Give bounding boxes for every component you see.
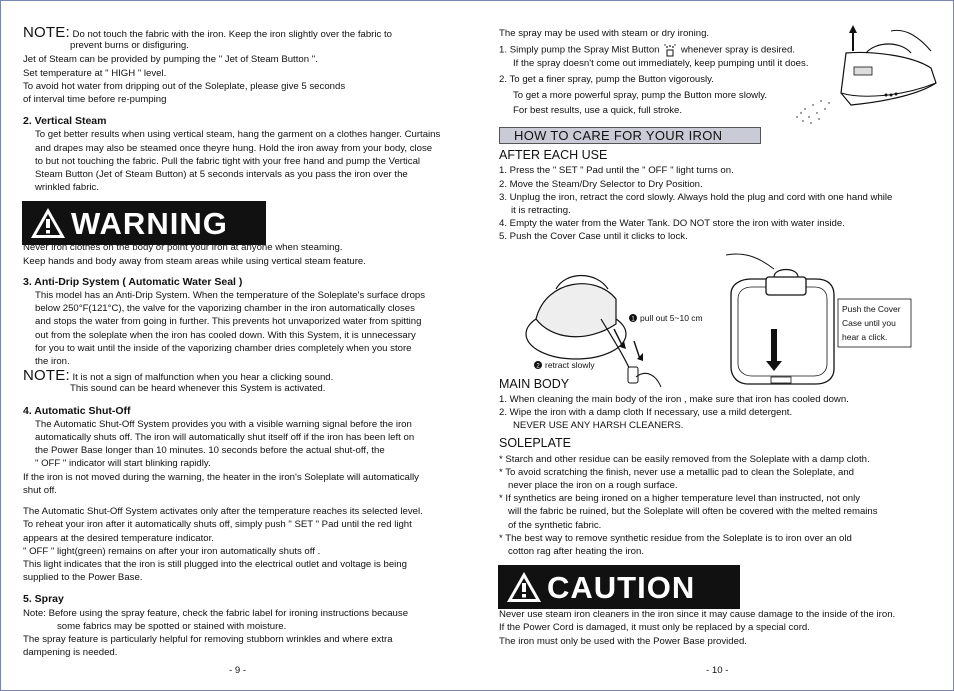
anti-drip-section — [23, 276, 463, 368]
caution-label: CAUTION — [547, 569, 696, 605]
care-figure — [516, 249, 916, 389]
note-text-line: prevent burns or disfiguring. — [70, 40, 189, 52]
text-line: never place the iron on a rough surface. — [508, 480, 678, 492]
section-heading: 4. Automatic Shut-Off — [23, 404, 131, 417]
text-line: of the synthetic fabric. — [508, 519, 602, 531]
note-text-line: Do not touch the fabric with the iron. Keep the iron slightly over the fabric to — [72, 29, 392, 40]
left-page — [23, 1, 463, 659]
step-number: 2. — [499, 74, 508, 86]
section-heading: MAIN BODY — [499, 376, 570, 391]
page-number: - 10 - — [706, 665, 729, 676]
section-heading: 2. Vertical Steam — [23, 115, 107, 128]
text-line: Note: Before using the spray feature, check the fabric label for ironing instructions because — [23, 607, 409, 619]
pull-out-label: pull out 5~10 cm — [640, 313, 703, 323]
note-text-line: This sound can be heard whenever this System is activated. — [70, 383, 326, 395]
text-line: " OFF " light(green) remains on after your iron automatically shuts off . — [23, 545, 321, 557]
list-item: it is retracting. — [511, 205, 571, 217]
after-each-use-section — [499, 149, 931, 243]
text-line: The Automatic Shut-Off System provides you with a visible warning signal before the iron — [35, 418, 412, 430]
spray-intro: The spray may be used with steam or dry ironing. — [499, 28, 710, 39]
text-line: and drapes may also be steamed once theyre hung. Hold the iron away from your body, close — [35, 142, 433, 154]
text-line: to but not touching the fabric. Pull the fabric tight with your free hand and pump the Vertical — [35, 155, 421, 167]
callout-line: hear a click. — [842, 332, 888, 342]
caution-triangle-icon — [505, 570, 543, 604]
text-line: will the fabric be ruined, but the Soleplate will often be covered with the melted remains — [508, 506, 878, 518]
text-line: The iron must only be used with the Power Base provided. — [499, 635, 747, 647]
text-line: out from the soleplate when the iron has cooled down. With this System, it is unnecessary — [35, 329, 416, 341]
step-subtext: To get a more powerful spray, pump the Button more slowly. — [513, 89, 767, 101]
retract-label: retract slowly — [545, 360, 595, 370]
text-line: This light indicates that the iron is still plugged into the electrical outlet and voltage is being — [23, 558, 407, 570]
section-heading: AFTER EACH USE — [499, 148, 608, 163]
step-text: whenever spray is desired. — [680, 44, 795, 56]
step-1-number: 1 — [631, 316, 635, 323]
note-label: NOTE: — [23, 367, 70, 385]
text-line: * If synthetics are being ironed on a higher temperature level than instructed, not only — [499, 493, 861, 505]
caution-text — [499, 608, 931, 648]
spray-mist-icon — [662, 43, 678, 57]
callout-line: Case until you — [842, 318, 896, 328]
text-line: wrinkled fabric. — [35, 182, 99, 194]
text-line: Steam Button (Jet of Steam Button) at 5 seconds intervals as you pass the iron over the — [35, 169, 408, 181]
warning-label: WARNING — [71, 205, 228, 241]
note-block-1 — [23, 26, 463, 52]
list-item: 4. Empty the water from the Water Tank. DO NOT store the iron with water inside. — [499, 218, 845, 230]
text-line: supplied to the Power Base. — [23, 572, 143, 584]
text-line: Never iron clothes on the body or point your iron at anyone when steaming. — [23, 242, 343, 254]
step-subtext: If the spray doesn't come out immediately, keep pumping until it does. — [513, 58, 809, 70]
section-heading: 3. Anti-Drip System ( Automatic Water Seal ) — [23, 275, 243, 288]
section-heading: SOLEPLATE — [499, 436, 572, 451]
text-line: * The best way to remove synthetic residue from the Soleplate is to iron over an old — [499, 532, 852, 544]
text-line: of interval time before re-pumping — [23, 94, 167, 106]
page-number: - 9 - — [229, 665, 247, 676]
text-line: cotton rag after heating the iron. — [508, 546, 644, 558]
list-item: 5. Push the Cover Case until it clicks to lock. — [499, 231, 688, 243]
jet-of-steam-text — [23, 53, 463, 106]
list-item: 2. Move the Steam/Dry Selector to Dry Position. — [499, 178, 703, 190]
step-number: 1. — [499, 44, 508, 56]
text-line: To reheat your iron after it automatically shuts off, simply push " SET " Pad until the red light — [23, 519, 412, 531]
list-item: 2. Wipe the iron with a damp cloth If necessary, use a mild detergent. — [499, 407, 793, 419]
text-line: This model has an Anti-Drip System. When the temperature of the Soleplate's surface drops — [35, 290, 426, 302]
warning-triangle-icon — [29, 206, 67, 240]
list-item: 3. Unplug the iron, retract the cord slowly. Always hold the plug and cord with one hand while — [499, 191, 893, 203]
text-line: Set temperature at " HIGH " level. — [23, 67, 167, 79]
note-label: NOTE: — [23, 24, 70, 41]
step-text: Simply pump the Spray Mist Button — [509, 44, 660, 56]
how-to-care-title: HOW TO CARE FOR YOUR IRON — [499, 127, 761, 144]
text-line: shut off. — [23, 484, 57, 496]
step-subtext: For best results, use a quick, full stroke. — [513, 104, 683, 116]
text-line: * Starch and other residue can be easily removed from the Soleplate with a damp cloth. — [499, 453, 870, 465]
text-line: The spray feature is particularly helpful for removing stubborn wrinkles and where extra — [23, 633, 393, 645]
text-line: below 250°F(121°C), the valve for the vaporizing chamber in the iron automatically closes — [35, 303, 415, 315]
iron-spray-illustration — [791, 23, 941, 133]
soleplate-section — [499, 437, 931, 558]
text-line: some fabrics may be spotted or stained with moisture. — [57, 620, 287, 632]
step-2-number: 2 — [536, 363, 540, 370]
text-line: If the Power Cord is damaged, it must only be replaced by a special cord. — [499, 622, 810, 634]
text-line: Never use steam iron cleaners in the iron since it may cause damage to the inside of the iron. — [499, 609, 896, 621]
caution-banner — [499, 566, 931, 608]
text-line: the iron. — [35, 356, 70, 368]
note-text-line: It is not a sign of malfunction when you hear a clicking sound. — [72, 372, 334, 384]
list-item: 1. When cleaning the main body of the iron , make sure that iron has cooled down. — [499, 393, 849, 405]
note-block-2 — [23, 369, 463, 395]
text-line: and stops the water from going in further. This prevents hot unvaporized water from spitting — [35, 316, 422, 328]
text-line: To get better results when using vertical steam, hang the garment on a clothes hanger. Curtains — [35, 129, 441, 141]
text-line: " OFF " indicator will start blinking rapidly. — [35, 458, 211, 470]
text-line: dampening is needed. — [23, 647, 118, 659]
list-item: 1. Press the " SET " Pad until the " OFF " light turns on. — [499, 165, 734, 177]
section-heading: 5. Spray — [23, 593, 64, 606]
vertical-steam-section — [23, 115, 463, 194]
text-line: for you to wait until the inside of the vaporizing chamber dries completely when you store — [35, 342, 412, 354]
auto-shutoff-section — [23, 405, 463, 585]
text-line: If the iron is not moved during the warning, the heater in the iron's Soleplate will automatically — [23, 471, 419, 483]
text-line: appears at the desired temperature indicator. — [23, 532, 214, 544]
warning-banner — [23, 202, 463, 244]
text-line: automatically shuts off. The iron will automatically shut itself off if the iron has been left on — [35, 432, 415, 444]
warning-text — [23, 241, 463, 267]
text-line: To avoid hot water from dripping out of the Soleplate, please give 5 seconds — [23, 80, 346, 92]
text-line: Jet of Steam can be provided by pumping the " Jet of Steam Button ". — [23, 54, 318, 66]
step-text: To get a finer spray, pump the Button vigorously. — [509, 74, 714, 86]
text-line: the Power Base longer than 10 minutes. 10 seconds before the actual shut-off, the — [35, 445, 385, 457]
text-line: * To avoid scratching the finish, never use a metallic pad to clean the Soleplate, and — [499, 466, 855, 478]
callout-line: Push the Cover — [842, 304, 901, 314]
text-line: The Automatic Shut-Off System activates only after the temperature reaches its selected level. — [23, 506, 423, 518]
spray-section — [23, 593, 463, 659]
list-item: NEVER USE ANY HARSH CLEANERS. — [513, 420, 684, 432]
text-line: Keep hands and body away from steam areas while using vertical steam feature. — [23, 255, 366, 267]
